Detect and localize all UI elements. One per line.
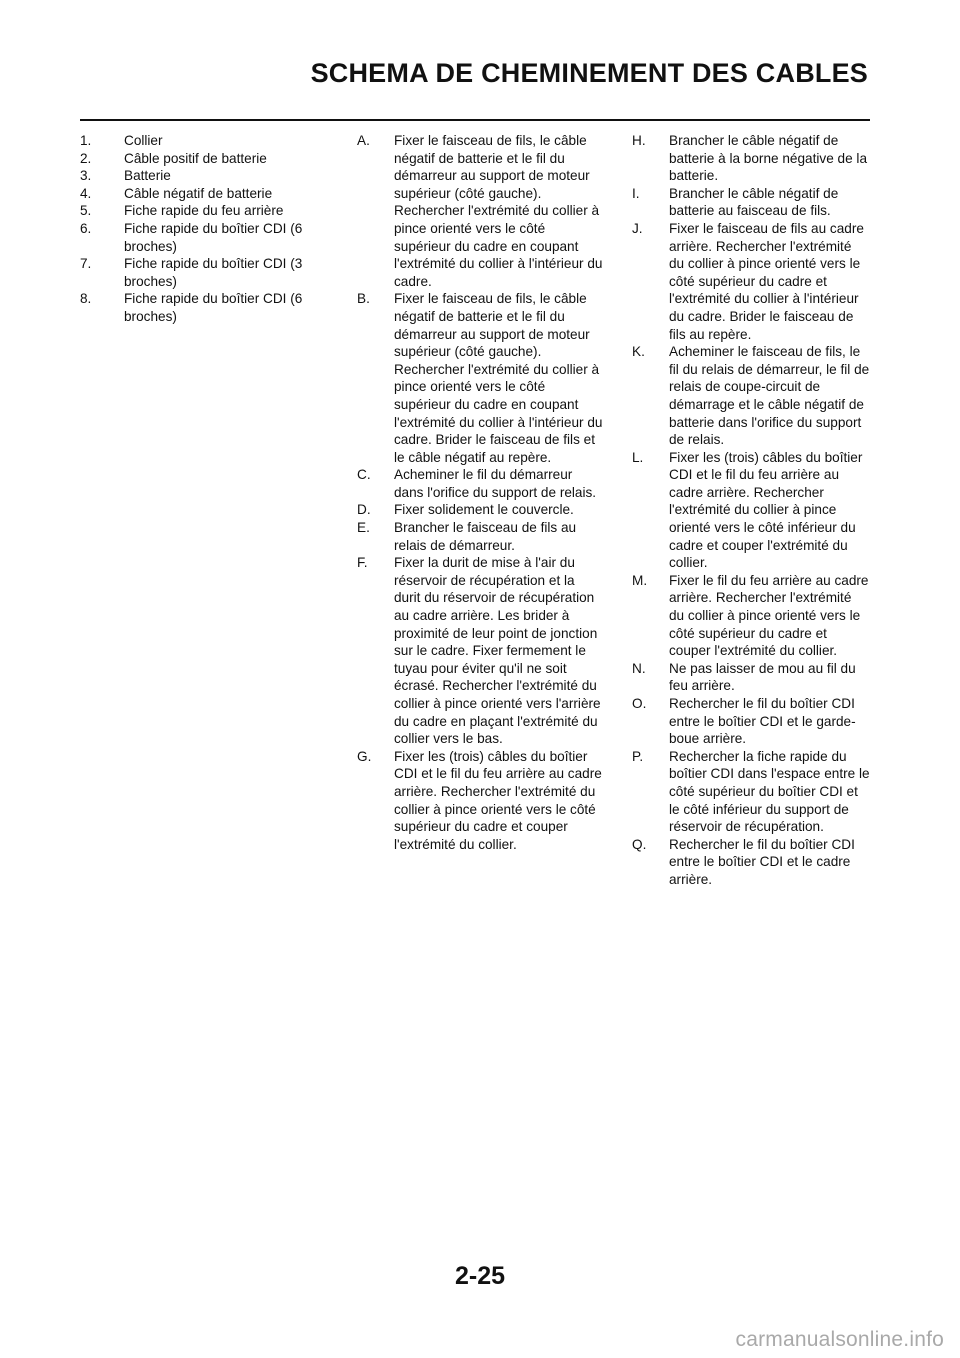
item-marker: B. <box>357 291 370 307</box>
list-item <box>632 660 870 695</box>
list-item <box>357 501 603 519</box>
item-marker: 6. <box>80 220 92 236</box>
list-item <box>80 185 326 203</box>
parts-legend-column <box>80 132 326 326</box>
item-text: Brancher le câble négatif de batterie à la borne négative de la batterie. <box>669 133 868 184</box>
list-item <box>632 220 870 343</box>
list-item <box>80 167 326 185</box>
list-item <box>80 220 326 255</box>
item-marker: E. <box>357 520 370 536</box>
list-item <box>80 132 326 150</box>
item-marker: J. <box>632 220 643 236</box>
item-text: Fiche rapide du boîtier CDI (6 broches) <box>124 220 303 254</box>
list-item <box>357 132 603 290</box>
item-text: Rechercher le fil du boîtier CDI entre le boîtier CDI et le cadre arrière. <box>669 836 855 887</box>
item-marker: Q. <box>632 836 647 852</box>
list-item <box>80 150 326 168</box>
item-text: Fixer les (trois) câbles du boîtier CDI et le fil du feu arrière au cadre arrière. Rechercher l'extrémité du collier à pince orienté vers le côté supérieur du cadre et couper l'extrémité du collier. <box>394 748 602 852</box>
item-text: Câble négatif de batterie <box>124 185 273 201</box>
item-marker: 4. <box>80 185 92 201</box>
list-item <box>357 290 603 466</box>
item-marker: D. <box>357 502 371 518</box>
item-marker: O. <box>632 696 647 711</box>
title-divider <box>80 119 870 121</box>
item-text: Câble positif de batterie <box>124 150 267 166</box>
list-item <box>357 748 603 854</box>
item-marker: 2. <box>80 150 92 166</box>
item-marker: H. <box>632 133 646 148</box>
item-marker: I. <box>632 185 640 201</box>
list-item <box>80 202 326 220</box>
item-text: Brancher le câble négatif de batterie au faisceau de fils. <box>669 185 839 219</box>
item-text: Fixer la durit de mise à l'air du réservoir de récupération et la durit du réservoir de récupération au cadre arrière. Les brider à proximité de leur point de jonction sur le cadre. Fixer fermement le tuyau pour éviter qu'il ne soit écrasé. Rechercher l'extrémité du collier à pince orienté vers l'arrière du cadre en plaçant l'extrémité du collier vers le bas. <box>394 555 601 747</box>
routing-instructions-column-h-q <box>632 132 870 889</box>
item-text: Rechercher le fil du boîtier CDI entre le boîtier CDI et le garde-boue arrière. <box>669 696 856 747</box>
item-marker: G. <box>357 748 372 764</box>
item-marker: M. <box>632 572 648 588</box>
item-text: Ne pas laisser de mou au fil du feu arrière. <box>669 660 856 694</box>
item-marker: A. <box>357 133 370 148</box>
item-marker: 8. <box>80 291 92 307</box>
routing-instructions-column-a-g <box>357 132 603 853</box>
list-item <box>632 836 870 889</box>
item-text: Fixer le faisceau de fils, le câble négatif de batterie et le fil du démarreur au support de moteur supérieur (côté gauche). Rechercher l'extrémité du collier à pince orienté vers le côté supérieur du cadre en coupant l'extrémité du collier à l'intérieur du cadre. <box>394 133 603 289</box>
watermark-text: carmanualsonline.info <box>735 1328 944 1351</box>
item-text: Brancher le faisceau de fils au relais de démarreur. <box>394 520 577 553</box>
item-text: Fiche rapide du boîtier CDI (6 broches) <box>124 291 303 324</box>
item-text: Acheminer le faisceau de fils, le fil du relais de démarreur, le fil de relais de coupe-circuit de démarrage et le câble négatif de batterie dans l'orifice du support de relais. <box>669 344 870 448</box>
item-text: Fixer le faisceau de fils au cadre arrière. Rechercher l'extrémité du collier à pince orienté vers le côté supérieur du cadre et l'extrémité du collier à l'intérieur du cadre. Brider le faisceau de fils au repère. <box>669 220 864 342</box>
page-number: 2-25 <box>454 1262 506 1290</box>
page-title: SCHEMA DE CHEMINEMENT DES CABLES <box>310 58 868 88</box>
item-marker: P. <box>632 748 644 764</box>
item-text: Fixer solidement le couvercle. <box>394 502 574 518</box>
list-item <box>632 748 870 836</box>
item-text: Fiche rapide du feu arrière <box>124 203 284 219</box>
item-marker: 3. <box>80 168 92 184</box>
list-item <box>632 185 870 220</box>
item-text: Fiche rapide du boîtier CDI (3 broches) <box>124 256 303 289</box>
list-item <box>632 449 870 572</box>
item-marker: 1. <box>80 133 92 148</box>
item-text: Acheminer le fil du démarreur dans l'orifice du support de relais. <box>394 467 597 500</box>
list-item <box>632 572 870 660</box>
item-text: Rechercher la fiche rapide du boîtier CDI dans l'espace entre le côté supérieur du boîtier CDI et le côté inférieur du support de réservoir de récupération. <box>669 748 870 835</box>
list-item <box>357 466 603 501</box>
list-item <box>80 255 326 290</box>
item-text: Batterie <box>124 168 171 184</box>
list-item <box>357 519 603 554</box>
item-text: Collier <box>124 133 163 148</box>
item-marker: L. <box>632 449 644 465</box>
item-marker: 7. <box>80 256 92 272</box>
item-text: Fixer le fil du feu arrière au cadre arrière. Rechercher l'extrémité du collier à pince orienté vers le côté supérieur du cadre et couper l'extrémité du collier. <box>669 572 869 659</box>
item-marker: 5. <box>80 203 92 219</box>
item-marker: C. <box>357 467 371 483</box>
list-item <box>80 290 326 325</box>
list-item <box>632 132 870 185</box>
item-marker: K. <box>632 344 645 360</box>
item-marker: F. <box>357 555 368 571</box>
item-text: Fixer les (trois) câbles du boîtier CDI et le fil du feu arrière au cadre arrière. Rechercher l'extrémité du collier à pince orienté vers le côté inférieur du cadre et couper l'extrémité du collier. <box>669 449 863 571</box>
list-item <box>357 554 603 748</box>
list-item <box>632 695 870 748</box>
item-text: Fixer le faisceau de fils, le câble négatif de batterie et le fil du démarreur au support de moteur supérieur (côté gauche). Rechercher l'extrémité du collier à pince orienté vers le côté supérieur du cadre en coupant l'extrémité du collier à l'intérieur du cadre. Brider le faisceau de fils et le câble négatif au repère. <box>394 291 603 465</box>
list-item <box>632 343 870 449</box>
item-marker: N. <box>632 660 646 676</box>
